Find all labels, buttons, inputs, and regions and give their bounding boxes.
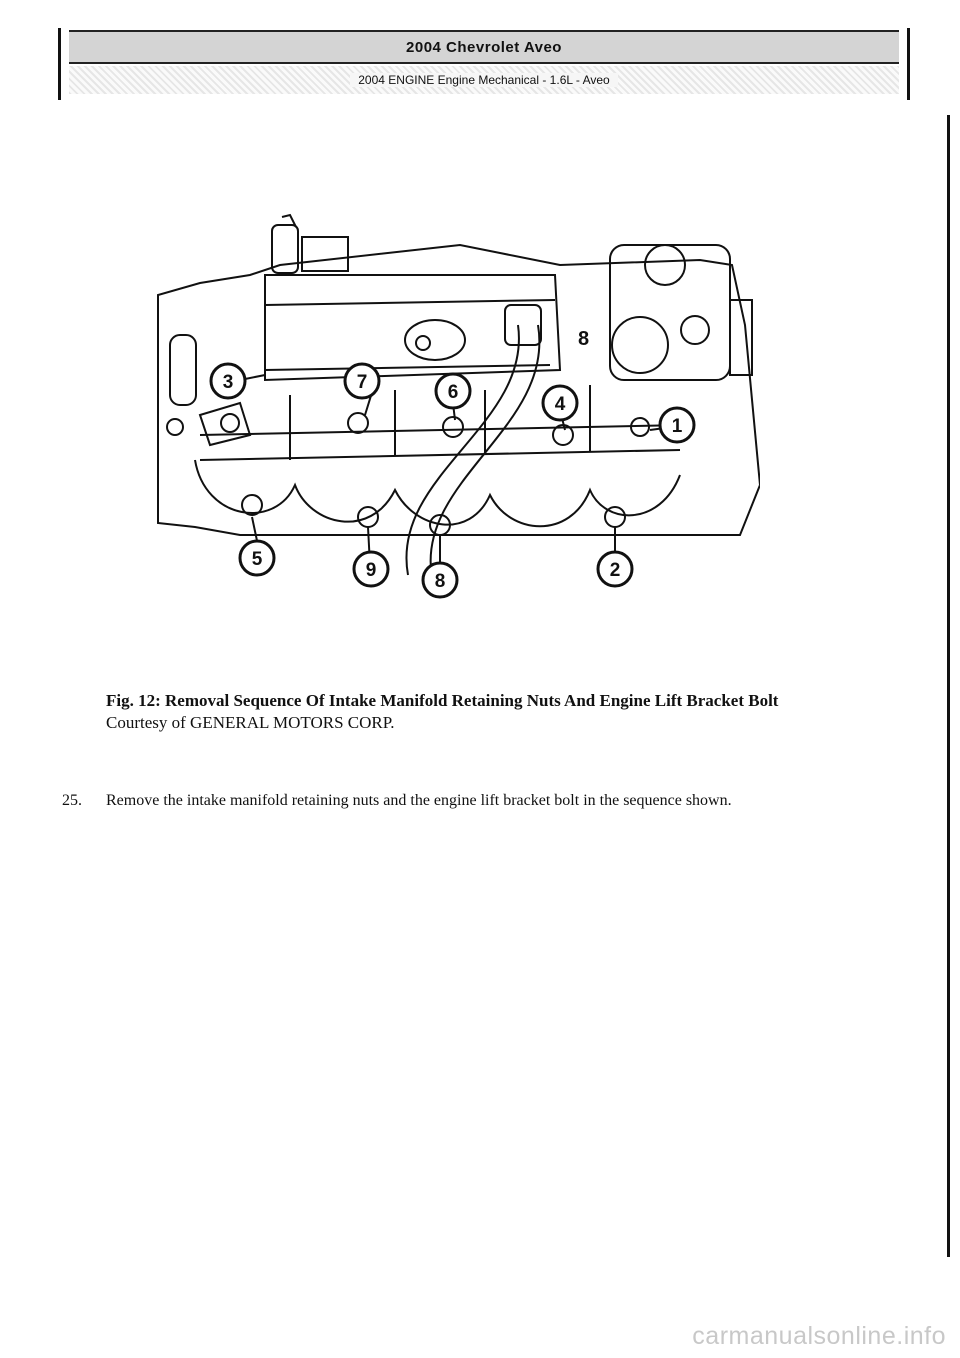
svg-text:4: 4 <box>554 394 566 415</box>
figure-caption <box>106 690 896 734</box>
callout-4 <box>543 386 577 420</box>
callout-8 <box>423 563 457 597</box>
callout-7 <box>345 364 379 398</box>
callout-3 <box>211 364 245 398</box>
header-subtitle: 2004 ENGINE Engine Mechanical - 1.6L - Aveo <box>350 73 617 87</box>
svg-text:5: 5 <box>251 549 263 570</box>
svg-text:2: 2 <box>609 560 621 581</box>
callout-1 <box>660 408 694 442</box>
svg-text:3: 3 <box>222 372 234 393</box>
caption-title: Fig. 12: Removal Sequence Of Intake Manifold Retaining Nuts And Engine Lift Bracket Bolt <box>106 691 779 710</box>
document-header <box>58 28 910 100</box>
svg-text:7: 7 <box>356 372 368 393</box>
callout-2 <box>598 552 632 586</box>
svg-text:8: 8 <box>434 571 446 592</box>
callout-9 <box>354 552 388 586</box>
caption-credit: Courtesy of GENERAL MOTORS CORP. <box>106 713 395 732</box>
header-title: 2004 Chevrolet Aveo <box>406 38 562 56</box>
svg-text:1: 1 <box>671 416 683 437</box>
callout-6 <box>436 374 470 408</box>
svg-text:6: 6 <box>447 382 459 403</box>
header-subtitle-bar <box>69 66 899 94</box>
header-title-bar <box>69 30 899 64</box>
step-number: 25. <box>62 792 82 809</box>
page-right-rule <box>947 115 950 1257</box>
callout-5 <box>240 541 274 575</box>
step-text: Remove the intake manifold retaining nuts and the engine lift bracket bolt in the sequence shown. <box>106 792 732 809</box>
svg-text:9: 9 <box>365 560 377 581</box>
intake-manifold-figure <box>140 205 760 605</box>
engraved-number-label: 8 <box>578 328 590 350</box>
footer-watermark: carmanualsonline.info <box>692 1322 946 1350</box>
